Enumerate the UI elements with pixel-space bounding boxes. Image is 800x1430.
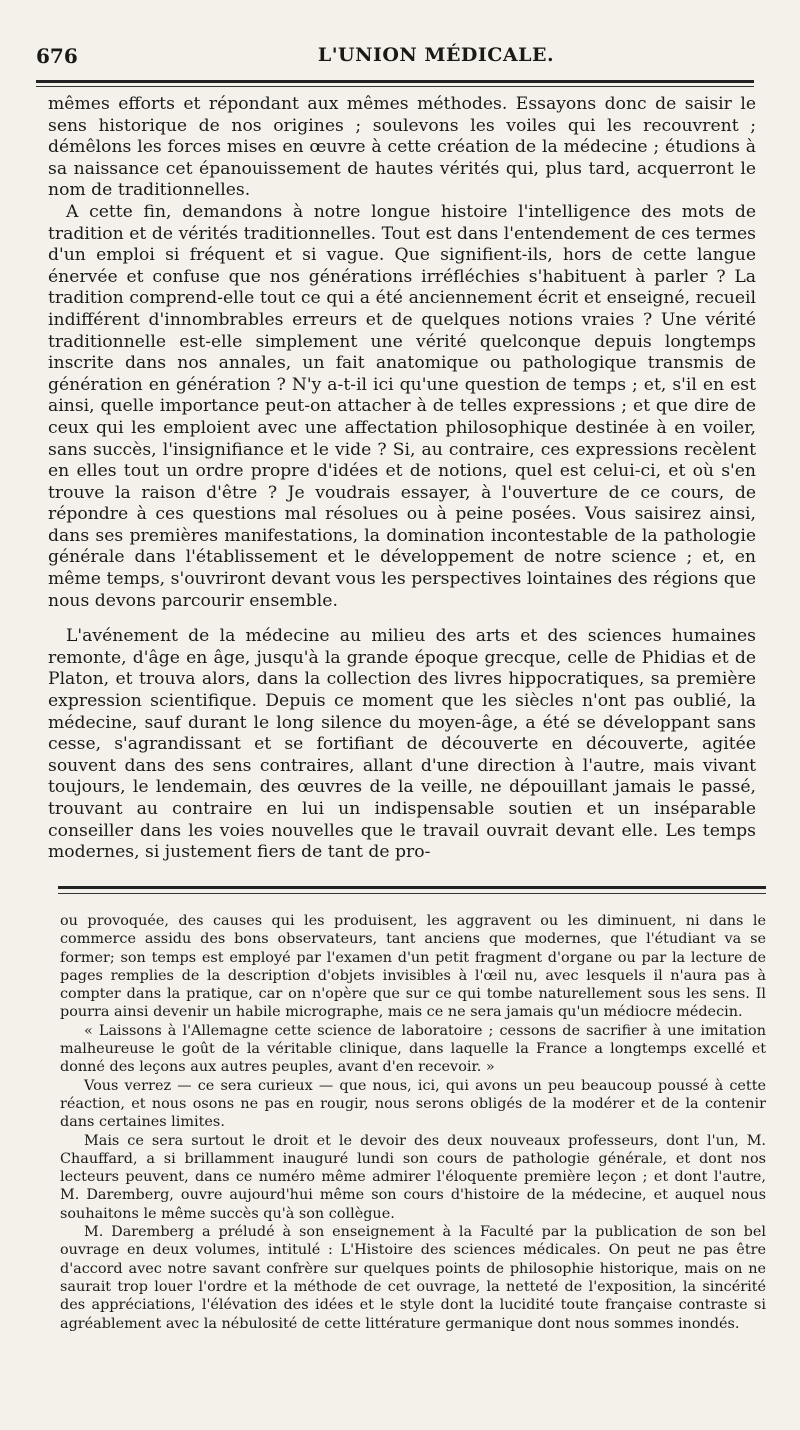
header-rule-thin	[36, 86, 754, 87]
main-paragraph-2: A cette fin, demandons à notre longue histoire l'intelligence des mots de tradition et de vérités traditionnelles. Tout est dans l'entendement de ces termes d'un emploi si fréquent et si vague. Que signifient-ils, hors de cette langue énervée et confuse que nos générations irréfléchies s'habituent à parler ? La tradition comprend-elle tout ce qui a été anciennement écrit et enseigné, recueil indifférent d'innombrables erreurs et de quelques notions vraies ? Une vérité traditionnelle est-elle simplement une vérité quelconque depuis longtemps inscrite dans nos annales, un fait anatomique ou pathologique transmis de génération en génération ? N'y a-t-il ici qu'une question de temps ; et, s'il en est ainsi, quelle importance peut-on attacher à de telles expressions ; et que dire de ceux qui les emploient avec une affectation philosophique destinée à en voiler, sans succès, l'insignifiance et le vide ? Si, au contraire, ces expressions recèlent en elles tout un ordre propre d'idées et de notions, quel est celui-ci, et où s'en trouve la raison d'être ? Je voudrais essayer, à l'ouverture de ce cours, de répondre à ces questions mal résolues ou à peine posées. Vous saisirez ainsi, dans ses premières manifestations, la domination incontestable de la pathologie générale dans l'établissement et le développement de notre science ; et, en même temps, s'ouvriront devant vous les perspectives lointaines des régions que nous devons parcourir ensemble.	[48, 201, 756, 611]
footnote-rule-thin	[58, 893, 766, 894]
footnote-text	[60, 912, 766, 1333]
main-paragraph-1: mêmes efforts et répondant aux mêmes méthodes. Essayons donc de saisir le sens historique de nos origines ; soulevons les voiles qui les recouvrent ; démêlons les forces mises en œuvre à cette création de la médecine ; étudions à sa naissance cet épanouissement de hautes vérités qui, plus tard, acquerront le nom de traditionnelles.	[48, 94, 756, 201]
note-paragraph-4: Mais ce sera surtout le droit et le devoir des deux nouveaux professeurs, dont l'un, M. Chauffard, a si brillamment inauguré lundi son cours de pathologie générale, et dont nos lecteurs peuvent, dans ce numéro même admirer l'éloquente première leçon ; et dont l'autre, M. Daremberg, ouvre aujourd'hui même son cours d'histoire de la médecine, et auquel nous souhaitons le même succès qu'à son collègue.	[60, 1132, 766, 1222]
running-title: L'UNION MÉDICALE.	[317, 44, 555, 66]
note-paragraph-3: Vous verrez — ce sera curieux — que nous, ici, qui avons un peu beaucoup poussé à cette réaction, et nous osons ne pas en rougir, nous serons obligés de la modérer et de la contenir dans certaines limites.	[60, 1077, 766, 1131]
page-header	[36, 40, 754, 76]
page-number: 676	[36, 44, 78, 68]
main-text	[48, 94, 756, 864]
main-paragraph-3: L'avénement de la médecine au milieu des arts et des sciences humaines remonte, d'âge en âge, jusqu'à la grande époque grecque, celle de Phidias et de Platon, et trouva alors, dans la collection des livres hippocratiques, sa première expression scientifique. Depuis ce moment que les siècles n'ont pas oublié, la médecine, sauf durant le long silence du moyen-âge, a été se développant sans cesse, s'agrandissant et se fortifiant de découverte en découverte, agitée souvent dans des sens contraires, allant d'une direction à l'autre, mais vivant toujours, le lendemain, des œuvres de la veille, ne dépouillant jamais le passé, trouvant au contraire en lui un indispensable soutien et un inséparable conseiller dans les voies nouvelles que le travail ouvrait devant elle. Les temps modernes, si justement fiers de tant de pro-	[48, 626, 756, 863]
header-rule-thick	[36, 80, 754, 83]
footnote-rule-thick	[58, 886, 766, 889]
note-paragraph-1: ou provoquée, des causes qui les produisent, les aggravent ou les diminuent, ni dans le commerce assidu des bons observateurs, tant anciens que modernes, que l'étudiant va se former; son temps est employé par l'examen d'un petit fragment d'organe ou par la lecture de pages remplies de la description d'objets invisibles à l'œil nu, avec lesquels il n'aura pas à compter dans la pratique, car on n'opère que sur ce qui tombe naturellement sous les sens. Il pourra ainsi devenir un habile micrographe, mais ce ne sera jamais qu'un médiocre médecin.	[60, 913, 766, 1021]
note-paragraph-5: M. Daremberg a préludé à son enseignement à la Faculté par la publication de son bel ouvrage en deux volumes, intitulé : L'Histoire des sciences médicales. On peut ne pas être d'accord avec notre savant confrère sur quelques points de philosophie historique, mais on ne saurait trop louer l'ordre et la méthode de cet ouvrage, la netteté de l'exposition, la sincérité des appréciations, l'élévation des idées et le style dont la lucidité toute française contraste si agréablement avec la nébulosité de cette littérature germanique dont nous sommes inondés.	[60, 1224, 766, 1332]
note-paragraph-2: « Laissons à l'Allemagne cette science de laboratoire ; cessons de sacrifier à une imitation malheureuse le goût de la véritable clinique, dans laquelle la France a longtemps excellé et donné des leçons aux autres peuples, avant d'en recevoir. »	[60, 1022, 766, 1076]
